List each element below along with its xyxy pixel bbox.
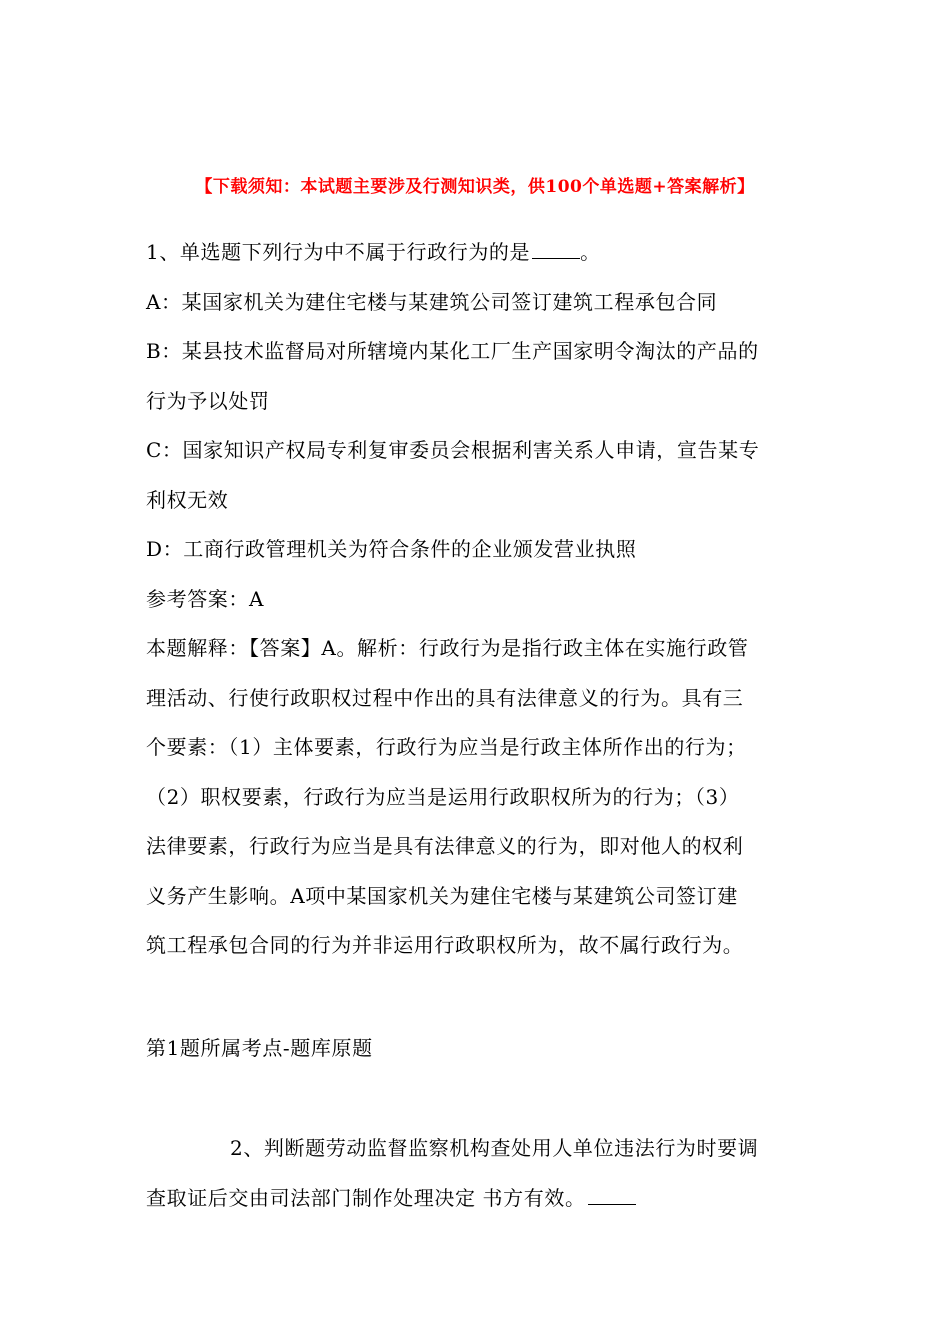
explanation-line: 法律要素，行政行为应当是具有法律意义的行为，即对他人的权利 bbox=[146, 834, 744, 858]
option-b-line-2: 行为予以处罚 bbox=[146, 388, 270, 413]
question-1-point-text: 第1题所属考点-题库原题 bbox=[146, 1036, 373, 1060]
question-2-line-2-text: 查取证后交由司法部门制作处理决定 书方有效。 bbox=[146, 1185, 586, 1210]
question-2-line-2 bbox=[146, 1174, 814, 1224]
explanation-line: 义务产生影响。A项中某国家机关为建住宅楼与某建筑公司签订建 bbox=[146, 883, 738, 908]
explanation-line: 个要素：（1）主体要素，行政行为应当是行政主体所作出的行为； bbox=[146, 735, 747, 759]
question-1-stem-text: 1、单选题下列行为中不属于行政行为的是 bbox=[146, 240, 531, 264]
answer-blank bbox=[588, 1203, 636, 1205]
question-1-point bbox=[146, 1024, 814, 1074]
option-b-line-1: B：某县技术监督局对所辖境内某化工厂生产国家明令淘汰的产品的 bbox=[146, 339, 759, 363]
option-c-line-1: C：国家知识产权局专利复审委员会根据利害关系人申请，宣告某专 bbox=[146, 438, 760, 462]
question-2 bbox=[146, 1124, 814, 1223]
answer-blank bbox=[532, 257, 580, 259]
reference-answer: 参考答案：A bbox=[146, 586, 265, 611]
question-2-line-1: 2、判断题劳动监督监察机构查处用人单位违法行为时要调 bbox=[230, 1136, 759, 1160]
question-1-stem bbox=[146, 228, 814, 278]
explanation-line: 筑工程承包合同的行为并非运用行政职权所为，故不属行政行为。 bbox=[146, 933, 744, 957]
explanation-line: 本题解释：【答案】A。解析：行政行为是指行政主体在实施行政管 bbox=[146, 636, 749, 660]
explanation-line: 理活动、行使行政职权过程中作出的具有法律意义的行为。具有三 bbox=[146, 685, 744, 710]
option-c-line-2: 利权无效 bbox=[146, 487, 229, 512]
option-d: D：工商行政管理机关为符合条件的企业颁发营业执照 bbox=[146, 537, 637, 561]
explanation-line: （2）职权要素，行政行为应当是运用行政职权所为的行为；（3） bbox=[146, 784, 740, 809]
question-1-stem-end: 。 bbox=[580, 240, 601, 264]
option-a: A：某国家机关为建住宅楼与某建筑公司签订建筑工程承包合同 bbox=[146, 289, 718, 314]
question-1 bbox=[146, 228, 814, 971]
download-notice: 【下载须知：本试题主要涉及行测知识类，供100个单选题+答案解析】 bbox=[195, 177, 755, 197]
